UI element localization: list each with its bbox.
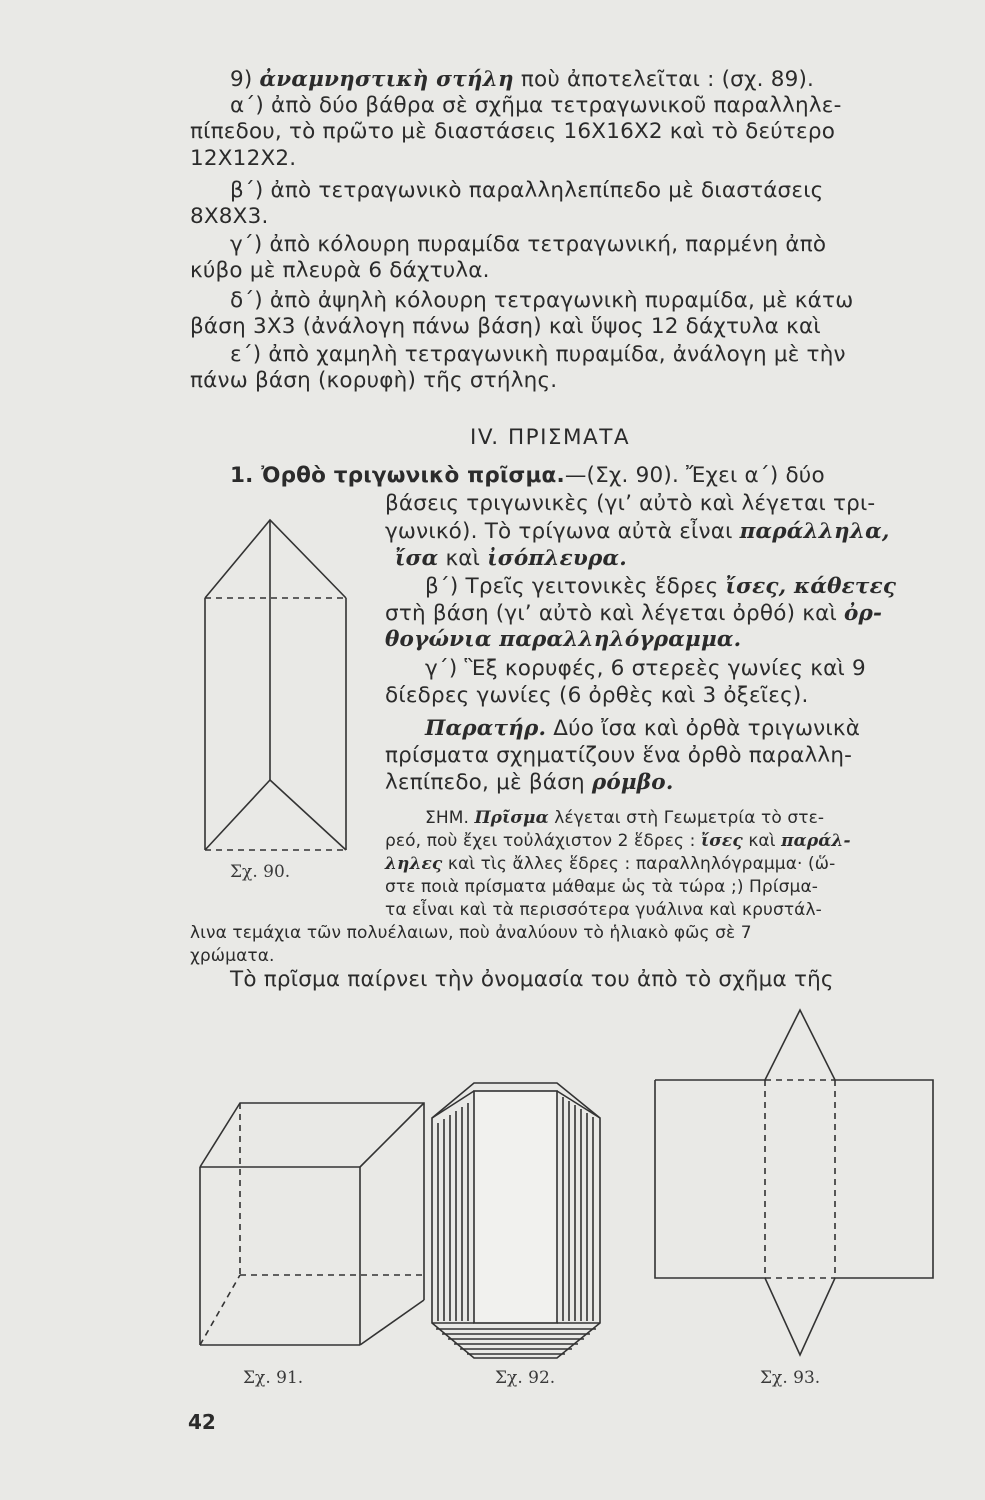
text-line: στὴ βάση (γι’ αὐτὸ καὶ λέγεται ὀρθό) καὶ ὀρ- — [385, 601, 883, 626]
text-line: β΄) Τρεῖς γειτονικὲς ἕδρες ἴσες, κάθετες — [425, 574, 897, 599]
fig93-caption: Σχ. 93. — [760, 1368, 821, 1388]
note-line: ληλες καὶ τὶς ἄλλες ἕδρες : παραλληλόγραμμα· (ὥ- — [385, 854, 836, 874]
fig92-hexagonal-prism — [432, 1083, 602, 1358]
prism-title: 1. Ὀρθὸ τριγωνικὸ πρῖσμα. — [230, 463, 565, 488]
fig90-triangular-prism — [190, 520, 390, 850]
text-line: βάσεις τριγωνικὲς (γι’ αὐτὸ καὶ λέγεται τρι- — [385, 491, 876, 516]
note-line: ρεό, ποὺ ἔχει τοὐλάχιστον 2 ἕδρες : ἴσες καὶ παράλ- — [385, 831, 851, 851]
note-line: στε ποιὰ πρίσματα μάθαμε ὡς τὰ τώρα ;) Πρίσμα- — [385, 877, 819, 897]
text-line: β΄) ἀπὸ τετραγωνικὸ παραλληλεπίπεδο μὲ διαστάσεις — [230, 178, 824, 203]
text-line: γ΄) Ἓξ κορυφές, 6 στερεὲς γωνίες καὶ 9 — [425, 656, 866, 681]
note-line: ΣΗΜ. Πρῖσμα λέγεται στὴ Γεωμετρία τὸ στε- — [425, 808, 825, 828]
fig93-prism-net — [655, 1010, 935, 1355]
page-number: 42 — [188, 1410, 216, 1434]
text-line: δ΄) ἀπὸ ἀψηλὴ κόλουρη τετραγωνικὴ πυραμίδα, μὲ κάτω — [230, 288, 854, 313]
text-line: ἴσα καὶ ἰσόπλευρα. — [395, 546, 627, 571]
text-line: θογώνια παραλληλόγραμμα. — [385, 627, 742, 652]
section-heading: IV. ΠΡΙΣΜΑΤΑ — [470, 425, 631, 450]
text-line: γ΄) ἀπὸ κόλουρη πυραμίδα τετραγωνική, παρμένη ἀπὸ — [230, 232, 827, 257]
note-line: χρώματα. — [190, 946, 275, 966]
fig91-caption: Σχ. 91. — [243, 1368, 304, 1388]
text-line: δίεδρες γωνίες (6 ὀρθὲς καὶ 3 ὀξεῖες). — [385, 683, 809, 708]
text-line: κύβο μὲ πλευρὰ 6 δάχτυλα. — [190, 258, 490, 283]
text-line: 9) ἀναμνηστικὴ στήλη ποὺ ἀποτελεῖται : (σχ. 89). — [230, 67, 815, 92]
note-line: τα εἶναι καὶ τὰ περισσότερα γυάλινα καὶ κρυστάλ- — [385, 900, 822, 920]
text-line: πρίσματα σχηματίζουν ἕνα ὀρθὸ παραλλη- — [385, 743, 853, 768]
text-line: γωνικό). Τὸ τρίγωνα αὐτὰ εἶναι παράλληλα, — [385, 519, 890, 544]
text-line: ε΄) ἀπὸ χαμηλὴ τετραγωνικὴ πυραμίδα, ἀνάλογη μὲ τὴν — [230, 342, 846, 367]
text-line: Τὸ πρῖσμα παίρνει τὴν ὀνομασία του ἀπὸ τὸ σχῆμα τῆς — [230, 967, 834, 992]
text-line: 12X12X2. — [190, 146, 297, 171]
text-line: πάνω βάση (κορυφὴ) τῆς στήλης. — [190, 368, 558, 393]
fig90-caption: Σχ. 90. — [230, 862, 291, 882]
text-line: Παρατήρ. Δύο ἴσα καὶ ὀρθὰ τριγωνικὰ — [425, 716, 861, 741]
fig91-pentagonal-prism — [200, 1100, 425, 1345]
term-italic: ἀναμνηστικὴ στήλη — [259, 67, 514, 92]
note-line: λινα τεμάχια τῶν πολυέλαιων, ποὺ ἀναλύουν τὸ ἡλιακὸ φῶς σὲ 7 — [190, 923, 752, 943]
text-line: 1. Ὀρθὸ τριγωνικὸ πρῖσμα.—(Σχ. 90). Ἔχει α΄) δύο — [230, 463, 825, 488]
text-line: 8X8X3. — [190, 204, 269, 229]
text-line: βάση 3X3 (ἀνάλογη πάνω βάση) καὶ ὕψος 12 δάχτυλα καὶ — [190, 314, 821, 339]
fig92-caption: Σχ. 92. — [495, 1368, 556, 1388]
text-line: πίπεδου, τὸ πρῶτο μὲ διαστάσεις 16X16X2 καὶ τὸ δεύτερο — [190, 119, 836, 144]
text-line: α΄) ἀπὸ δύο βάθρα σὲ σχῆμα τετραγωνικοῦ παραλληλε- — [230, 93, 842, 118]
text-line: λεπίπεδο, μὲ βάση ρόμβο. — [385, 770, 674, 795]
